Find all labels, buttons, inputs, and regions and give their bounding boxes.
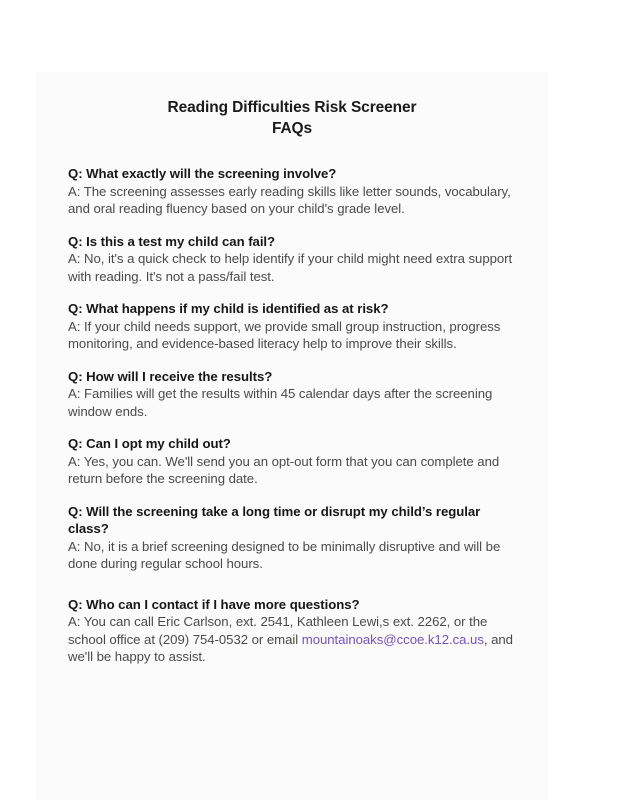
- page-title-line-1: Reading Difficulties Risk Screener: [167, 99, 417, 116]
- faq-question: Q: Is this a test my child can fail?: [68, 233, 276, 249]
- faq-item-contact: [68, 596, 516, 666]
- faq-question: Q: Who can I contact if I have more questions?: [68, 596, 360, 612]
- faq-item: [68, 368, 516, 421]
- page-title: [68, 72, 516, 139]
- faq-answer: A: No, it is a brief screening designed to be minimally disruptive and will be done during regular school hours.: [68, 538, 501, 571]
- document-page: [36, 72, 548, 800]
- faq-answer: A: Yes, you can. We'll send you an opt-out form that you can complete and return before the screening date.: [68, 453, 500, 486]
- faq-answer: A: If your child needs support, we provide small group instruction, progress monitoring, and evidence-based literacy help to improve their skills.: [68, 318, 501, 351]
- contact-answer-tail: , and we'll be happy to assist.: [68, 631, 513, 664]
- faq-item: [68, 435, 516, 488]
- page-content: [68, 72, 516, 666]
- contact-email-link[interactable]: mountainoaks@ccoe.k12.ca.us: [301, 631, 484, 647]
- faq-question: Q: How will I receive the results?: [68, 368, 273, 384]
- faq-question: Q: Can I opt my child out?: [68, 436, 231, 451]
- faq-item: [68, 233, 516, 286]
- faq-question: Q: What happens if my child is identified as at risk?: [68, 301, 389, 316]
- faq-list: [68, 165, 516, 666]
- faq-question: Q: Will the screening take a long time or disrupt my child’s regular class?: [68, 503, 481, 536]
- faq-answer: [68, 613, 516, 666]
- faq-answer: A: The screening assesses early reading skills like letter sounds, vocabulary, and oral reading fluency based on your child's grade level.: [68, 183, 511, 216]
- page-title-line-2: FAQs: [271, 120, 313, 137]
- faq-answer: A: Families will get the results within 45 calendar days after the screening window ends.: [68, 386, 493, 419]
- faq-answer: A: No, it's a quick check to help identify if your child might need extra support with reading. It's not a pass/fail test.: [68, 251, 513, 284]
- faq-item: [68, 503, 516, 573]
- contact-answer-text: A: You can call Eric Carlson, ext. 2541, Kathleen Lewi,s ext. 2262, or the school office at (209) 754-0532 or email: [68, 614, 488, 647]
- faq-question: Q: What exactly will the screening involve?: [68, 166, 337, 181]
- faq-item: [68, 300, 516, 353]
- faq-item: [68, 165, 516, 218]
